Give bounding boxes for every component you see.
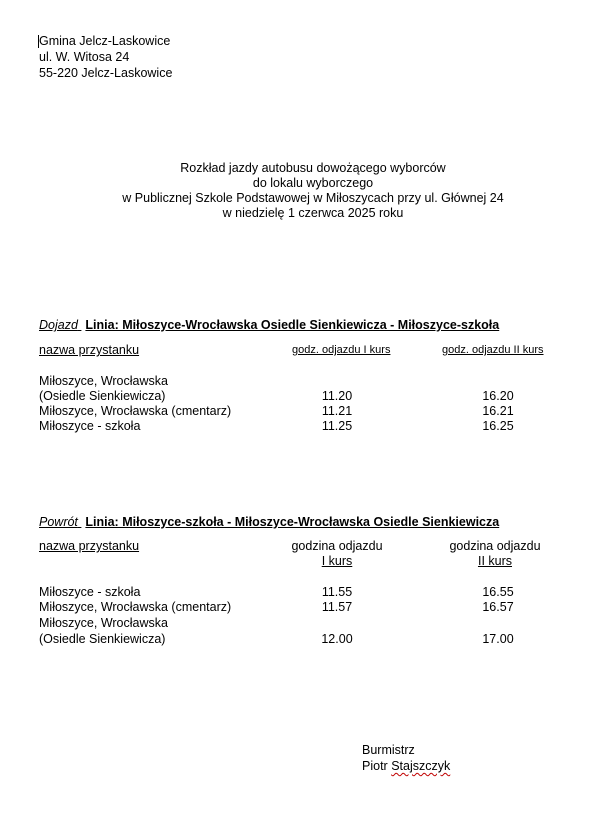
powrot-row-3-stop: Miłoszyce, Wrocławska [39,616,168,630]
sender-street: ul. W. Witosa 24 [39,50,130,64]
dojazd-col-k2: godz. odjazdu II kurs [442,344,544,356]
powrot-col-k1-line2: I kurs [321,554,353,568]
powrot-row-3-k2: 17.00 [482,632,514,646]
powrot-route: Linia: Miłoszyce-szkoła - Miłoszyce-Wrocławska Osiedle Sienkiewicza [85,515,500,529]
title-line-2: do lokalu wyborczego [252,176,374,190]
powrot-row-2-stop: Miłoszyce, Wrocławska (cmentarz) [39,600,232,614]
powrot-label: Powrót [39,515,78,529]
powrot-row-3-k1: 12.00 [321,632,353,646]
signature-first-name: Piotr [362,759,388,773]
sender-city: 55-220 Jelcz-Laskowice [39,66,173,80]
title-line-1: Rozkład jazdy autobusu dowożącego wyborców [180,161,446,175]
title-line-3: w Publicznej Szkole Podstawowej w Miłoszycach przy ul. Głównej 24 [122,191,504,205]
dojazd-row-2-stop: Miłoszyce, Wrocławska (cmentarz) [39,404,232,418]
powrot-row-1-stop: Miłoszyce - szkoła [39,585,141,599]
powrot-row-1-k1: 11.55 [321,585,353,599]
dojazd-col-stop: nazwa przystanku [39,343,140,357]
powrot-heading [39,515,499,530]
powrot-col-stop: nazwa przystanku [39,539,140,553]
dojazd-row-1-stop-line2: (Osiedle Sienkiewicza) [39,389,166,403]
dojazd-row-3-k2: 16.25 [482,419,514,433]
powrot-row-1-k2: 16.55 [482,585,514,599]
dojazd-row-2-k1: 11.21 [321,404,353,418]
dojazd-label: Dojazd [39,318,78,332]
dojazd-row-3-stop: Miłoszyce - szkoła [39,419,141,433]
dojazd-route: Linia: Miłoszyce-Wrocławska Osiedle Sienkiewicza - Miłoszyce-szkoła [85,318,500,332]
dojazd-row-1-stop: Miłoszyce, Wrocławska [39,374,168,388]
dojazd-heading [39,318,499,333]
powrot-row-2-k2: 16.57 [482,600,514,614]
powrot-row-2-k1: 11.57 [321,600,353,614]
dojazd-row-1-k1: 11.20 [321,389,353,403]
dojazd-row-3-k1: 11.25 [321,419,353,433]
dojazd-row-1-k2: 16.20 [482,389,514,403]
dojazd-col-k1: godz. odjazdu I kurs [292,344,391,356]
signature-role: Burmistrz [362,743,415,757]
title-line-4: w niedzielę 1 czerwca 2025 roku [222,206,404,220]
signature-name [362,759,450,774]
powrot-col-k2-line1: godzina odjazdu [449,539,541,553]
powrot-col-k1-line1: godzina odjazdu [291,539,383,553]
powrot-col-k2-line2: II kurs [477,554,513,568]
sender-name: Gmina Jelcz-Laskowice [39,34,171,48]
signature-last-name: Stajszczyk [391,759,451,773]
powrot-row-3-stop-line2: (Osiedle Sienkiewicza) [39,632,166,646]
dojazd-row-2-k2: 16.21 [482,404,514,418]
